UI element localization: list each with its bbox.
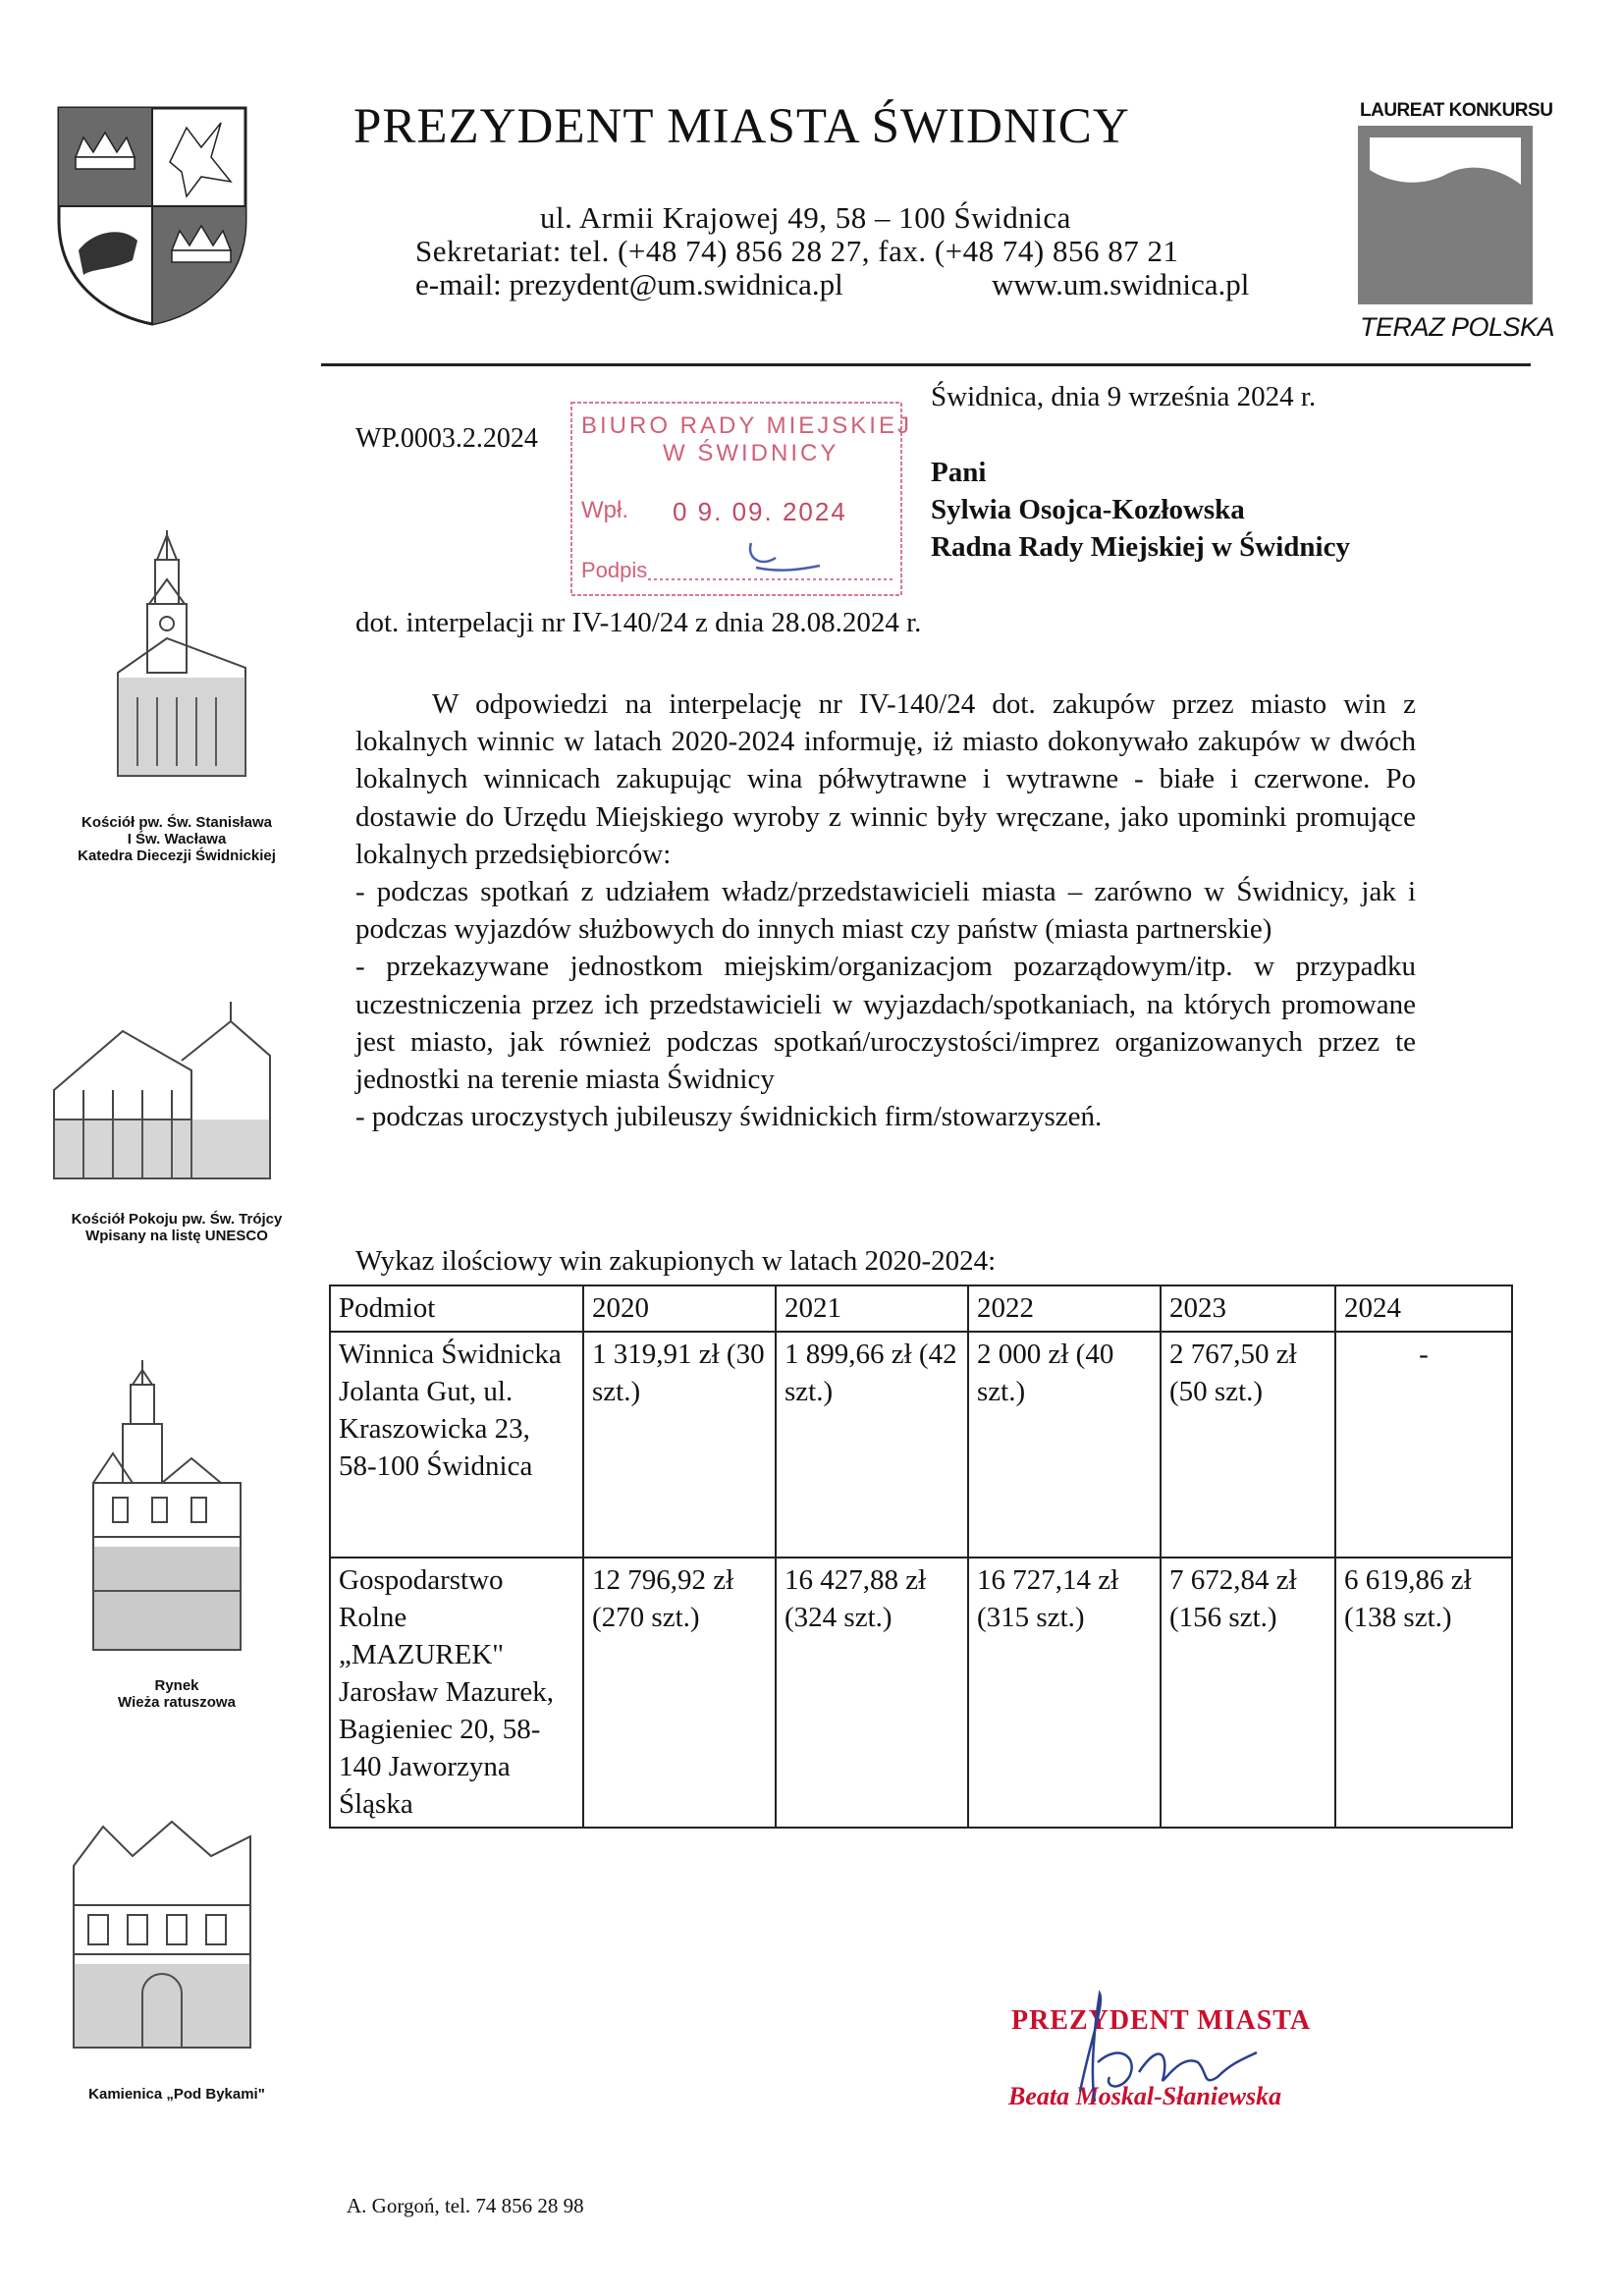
peace-church-illustration (34, 1002, 250, 1193)
award-label: LAUREAT KONKURSU (1360, 100, 1553, 121)
city-coat-of-arms (54, 103, 250, 329)
signature-title: PREZYDENT MIASTA (1011, 2005, 1312, 2036)
table-cell: 6 619,86 zł (138 szt.) (1335, 1558, 1512, 1828)
award-name: TERAZ POLSKA (1360, 312, 1555, 342)
header-title: PREZYDENT MIASTA ŚWIDNICY (353, 99, 1130, 154)
table-cell: 2 000 zł (40 szt.) (968, 1332, 1161, 1558)
header-phones: Sekretariat: tel. (+48 74) 856 28 27, fax. (+48 74) 856 87 21 (415, 234, 1179, 268)
header-address: ul. Armii Krajowej 49, 58 – 100 Świdnica (540, 200, 1071, 235)
caption-peace-church (44, 1211, 309, 1244)
table-header-cell: 2023 (1161, 1285, 1335, 1332)
header-divider (321, 363, 1531, 366)
reference-number: WP.0003.2.2024 (355, 423, 538, 454)
signature-name: Beata Moskal-Słaniewska (1008, 2082, 1282, 2110)
recipient-salutation: Pani (931, 457, 987, 488)
town-hall-illustration (54, 1360, 270, 1660)
table-cell: - (1335, 1332, 1512, 1558)
wine-purchases-table (329, 1285, 1513, 1829)
table-header-cell: 2021 (776, 1285, 968, 1332)
table-title: Wykaz ilościowy win zakupionych w latach 2020-2024: (355, 1245, 997, 1277)
caption-cathedral-text: Kościół pw. Św. Stanisława I Św. Wacława Katedra Diecezji Świdnickiej (78, 814, 276, 864)
caption-peace-church-text: Kościół Pokoju pw. Św. Trójcy Wpisany na listę UNESCO (71, 1211, 283, 1244)
body-paragraph-1: W odpowiedzi na interpelację nr IV-140/24 dot. zakupów przez miasto win z lokalnych winnic w latach 2020-2024 informuję, iż miasto dokonywało zakupów w dwóch lokalnych winnicach zakupując wina półwytrawne i wytrawne - białe i czerwone. Po dostawie do Urzędu Miejskiego wyroby z winnic były wręczane, jako upominki promujące lokalnych przedsiębiorców: (355, 688, 1416, 870)
footer-contact: A. Gorgoń, tel. 74 856 28 98 (347, 2194, 584, 2217)
body-paragraph-4: - podczas uroczystych jubileuszy świdnickich firm/stowarzyszeń. (355, 1101, 1103, 1133)
table-header-cell: 2024 (1335, 1285, 1512, 1332)
table-cell: 12 796,92 zł (270 szt.) (583, 1558, 776, 1828)
stamp-received-date: 0 9. 09. 2024 (673, 497, 847, 526)
caption-cathedral (44, 814, 309, 864)
stamp-line-1: BIURO RADY MIEJSKIEJ (581, 412, 912, 439)
stamp-line-2: W ŚWIDNICY (663, 440, 839, 466)
header-email: e-mail: prezydent@um.swidnica.pl (415, 267, 843, 301)
stamp-received-label: Wpł. (581, 497, 628, 523)
table-header-cell: Podmiot (330, 1285, 583, 1332)
caption-town-hall-text: Rynek Wieża ratuszowa (118, 1677, 236, 1711)
table-cell: 1 899,66 zł (42 szt.) (776, 1332, 968, 1558)
letter-body (355, 685, 1416, 1135)
teraz-polska-logo (1358, 126, 1533, 304)
table-cell: 7 672,84 zł (156 szt.) (1161, 1558, 1335, 1828)
handwritten-signature (1060, 1984, 1276, 2121)
table-row (330, 1558, 1512, 1828)
caption-town-hall (44, 1677, 309, 1711)
table-header-row (330, 1285, 1512, 1332)
table-cell: 2 767,50 zł (50 szt.) (1161, 1332, 1335, 1558)
table-cell: 16 727,14 zł (315 szt.) (968, 1558, 1161, 1828)
table-cell: Winnica Świdnicka Jolanta Gut, ul. Kraszowicka 23, 58-100 Świdnica (330, 1332, 583, 1558)
table-cell: 16 427,88 zł (324 szt.) (776, 1558, 968, 1828)
table-row (330, 1332, 1512, 1558)
letter-date: Świdnica, dnia 9 września 2024 r. (931, 381, 1317, 412)
header-website: www.um.swidnica.pl (992, 267, 1250, 301)
stamp-signature-label: Podpis (581, 558, 648, 582)
table-header-cell: 2022 (968, 1285, 1161, 1332)
table-cell: 1 319,91 zł (30 szt.) (583, 1332, 776, 1558)
received-stamp (569, 401, 912, 597)
body-paragraph-2: - podczas spotkań z udziałem władz/przedstawicieli miasta – zarówno w Świdnicy, jak i podczas wyjazdów służbowych do innych miast czy państw (miasta partnerskie) (355, 876, 1416, 946)
caption-tenement (44, 2086, 309, 2103)
body-paragraph-3: - przekazywane jednostkom miejskim/organizacjom pozarządowym/itp. w przypadku uczestniczenia przez ich przedstawicieli w wyjazdach/spotkaniach, na których promowane jest miasto, jak również podczas spotkań/uroczystości/imprez organizowanych przez te jednostki na terenie miasta Świdnicy (355, 951, 1416, 1096)
table-cell: Gospodarstwo Rolne „MAZUREK" Jarosław Mazurek, Bagieniec 20, 58-140 Jaworzyna Śląska (330, 1558, 583, 1828)
recipient-name: Sylwia Osojca-Kozłowska (931, 494, 1245, 525)
letter-subject: dot. interpelacji nr IV-140/24 z dnia 28.08.2024 r. (355, 607, 922, 638)
recipient-position: Radna Rady Miejskiej w Świdnicy (931, 531, 1350, 563)
table-header-cell: 2020 (583, 1285, 776, 1332)
caption-tenement-text: Kamienica „Pod Bykami" (88, 2086, 265, 2103)
cathedral-illustration (98, 530, 314, 810)
tenement-illustration (64, 1817, 280, 2057)
